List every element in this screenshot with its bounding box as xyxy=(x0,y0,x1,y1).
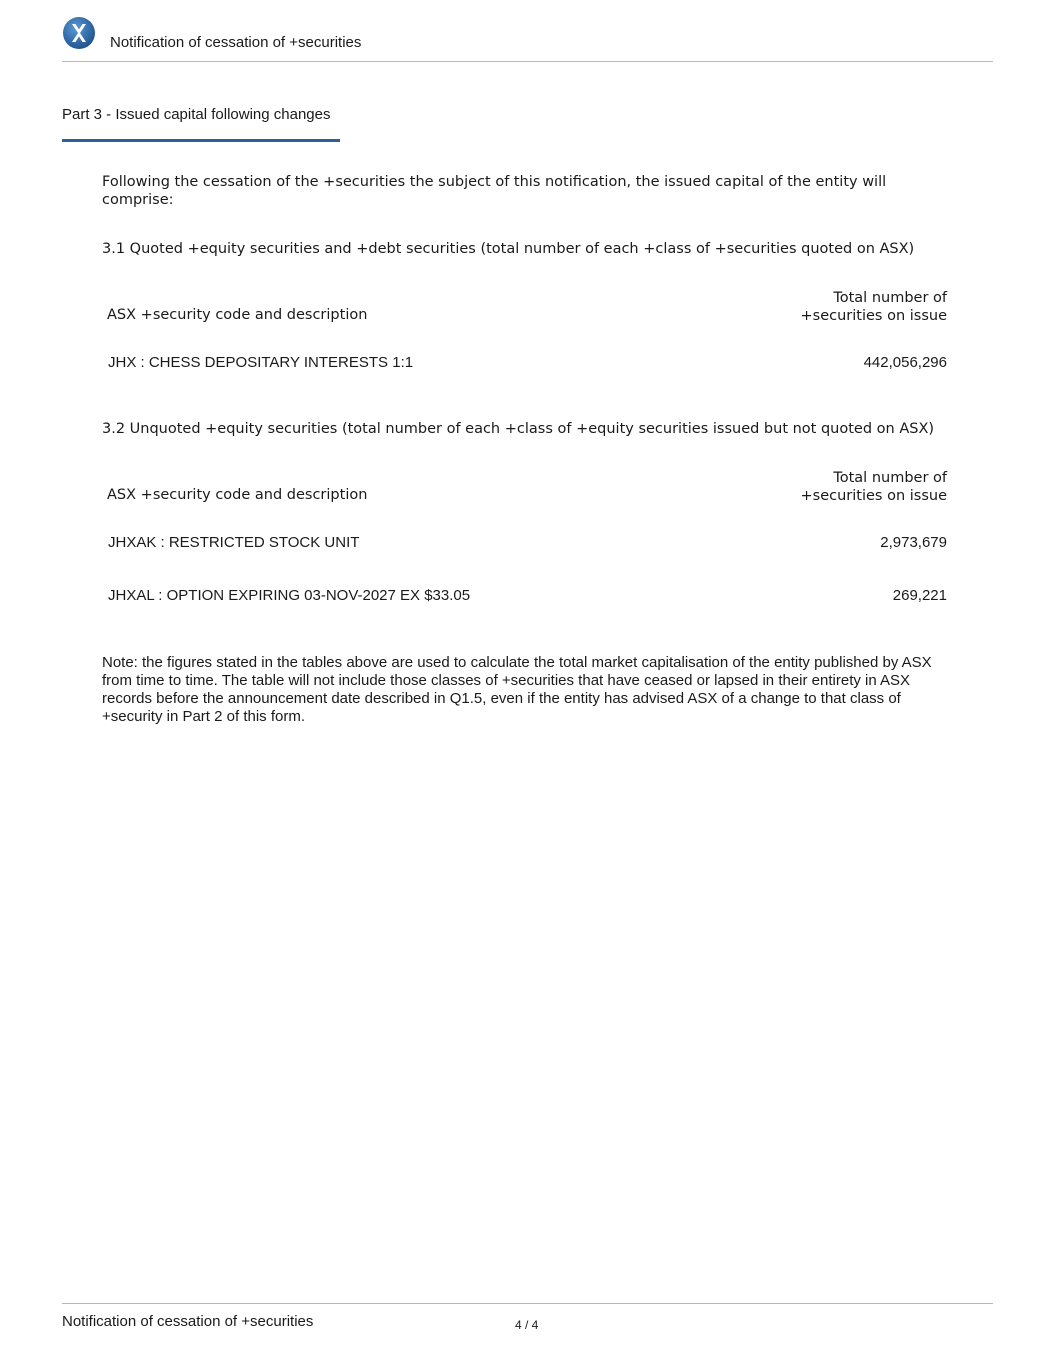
unquoted-col-description-header: ASX +security code and description xyxy=(107,487,368,503)
unquoted-col-total-header xyxy=(801,469,948,505)
table-row-total: 442,056,296 xyxy=(863,354,947,371)
table-row-total: 269,221 xyxy=(892,587,947,604)
quoted-col-total-header-line2: +securities on issue xyxy=(800,308,947,324)
footer-divider xyxy=(62,1303,993,1304)
header-divider xyxy=(62,61,993,62)
note-text: Note: the figures stated in the tables above are used to calculate the total market capitalisation of the entity published by ASX from time to time. The table will not include those classes of +securities that have ceased or lapsed in their entirety in ASX records before the announcement date described in Q1.5, even if the entity has advised ASX of a change to that class of +security in Part 2 of this form. xyxy=(102,654,932,725)
intro-text: Following the cessation of the +securities the subject of this notification, the issued capital of the entity will comprise: xyxy=(102,174,887,208)
unquoted-col-total-header-line2: +securities on issue xyxy=(800,488,947,504)
quoted-col-total-header xyxy=(801,289,948,325)
part-title-underline xyxy=(62,139,340,142)
table-row-description: JHXAL : OPTION EXPIRING 03-NOV-2027 EX $33.05 xyxy=(108,587,471,604)
footer-title: Notification of cessation of +securities xyxy=(62,1313,314,1330)
section-quoted-title: 3.1 Quoted +equity securities and +debt securities (total number of each +class of +securities quoted on ASX) xyxy=(102,241,915,257)
header-title: Notification of cessation of +securities xyxy=(110,34,362,51)
unquoted-col-total-header-line1: Total number of xyxy=(833,470,947,486)
table-row-description: JHXAK : RESTRICTED STOCK UNIT xyxy=(108,534,360,551)
part-title: Part 3 - Issued capital following changes xyxy=(62,106,331,123)
page-number: 4 / 4 xyxy=(515,1318,539,1332)
table-row-description: JHX : CHESS DEPOSITARY INTERESTS 1:1 xyxy=(108,354,414,371)
table-row-total: 2,973,679 xyxy=(880,534,947,551)
quoted-col-description-header: ASX +security code and description xyxy=(107,307,368,323)
section-unquoted-title: 3.2 Unquoted +equity securities (total number of each +class of +equity securities issued but not quoted on ASX) xyxy=(102,421,935,437)
asx-logo-icon xyxy=(62,16,96,50)
quoted-col-total-header-line1: Total number of xyxy=(833,290,947,306)
